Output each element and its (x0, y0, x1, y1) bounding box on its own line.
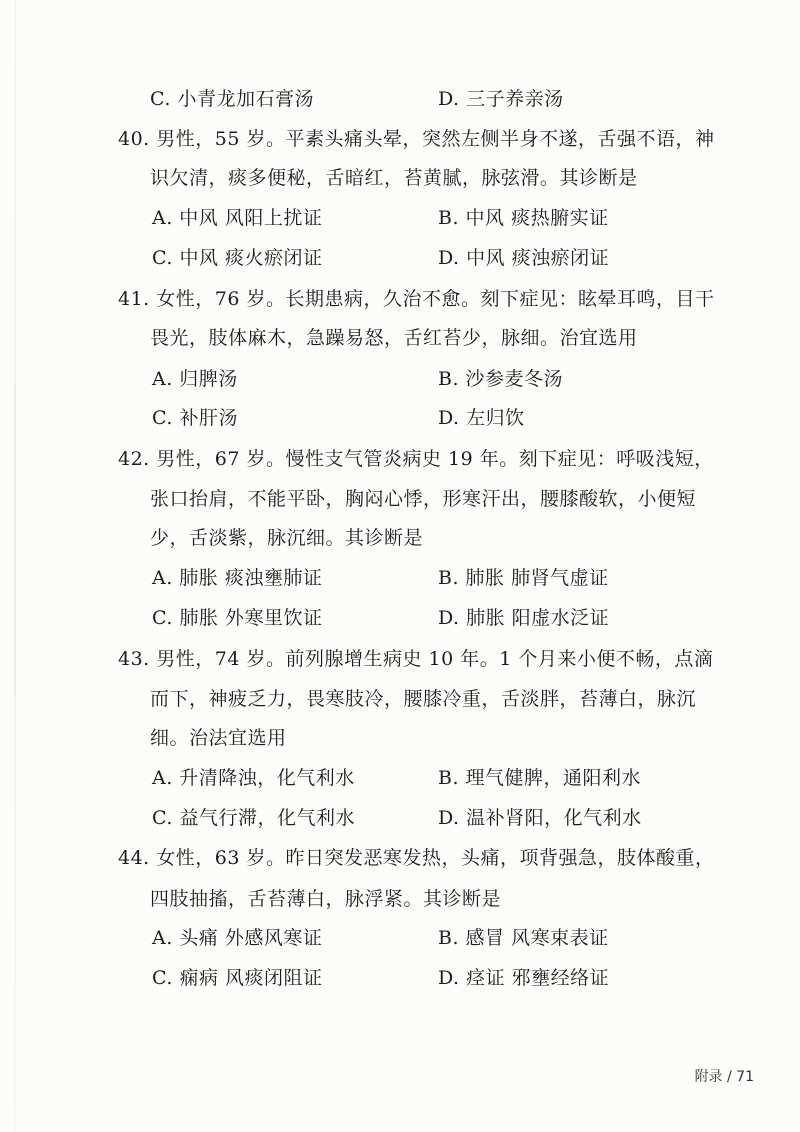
question-41-line-1: 41. 女性，76 岁。长期患病，久治不愈。刻下症见：眩晕耳鸣，目干 (118, 288, 715, 310)
question-43-option-a: A. 升清降浊，化气利水 (152, 767, 355, 789)
question-42-option-c: C. 肺胀 外寒里饮证 (152, 607, 323, 629)
question-40-line-2: 识欠清，痰多便秘，舌暗红，苔黄腻，脉弦滑。其诊断是 (150, 167, 638, 189)
question-44-option-a: A. 头痛 外感风寒证 (152, 927, 323, 949)
question-41-option-d: D. 左归饮 (438, 407, 525, 429)
question-44-option-c: C. 痫病 风痰闭阻证 (152, 967, 323, 989)
question-44-option-d: D. 痉证 邪壅经络证 (438, 967, 610, 989)
question-40-option-a: A. 中风 风阳上扰证 (152, 207, 323, 229)
question-40-line-1: 40. 男性，55 岁。平素头痛头晕，突然左侧半身不遂，舌强不语，神 (118, 128, 715, 150)
question-42-line-3: 少，舌淡紫，脉沉细。其诊断是 (150, 527, 424, 549)
question-41-option-c: C. 补肝汤 (152, 407, 238, 429)
question-42-option-b: B. 肺胀 肺肾气虚证 (438, 567, 609, 589)
question-40-option-d: D. 中风 痰浊瘀闭证 (438, 247, 610, 269)
question-42-line-2: 张口抬肩，不能平卧，胸闷心悸，形寒汗出，腰膝酸软，小便短 (150, 488, 697, 510)
question-43-option-b: B. 理气健脾，通阳利水 (438, 767, 642, 789)
question-44-option-b: B. 感冒 风寒束表证 (438, 927, 609, 949)
question-43-option-d: D. 温补肾阳，化气利水 (438, 807, 642, 829)
question-44-line-1: 44. 女性，63 岁。昨日突发恶寒发热，头痛，项背强急，肢体酸重， (118, 847, 715, 869)
question-40-option-b: B. 中风 痰热腑实证 (438, 207, 609, 229)
prev-option-c: C. 小青龙加石膏汤 (150, 88, 314, 110)
scan-edge-shadow (14, 0, 16, 1132)
question-43-line-3: 细。治法宜选用 (150, 727, 287, 749)
question-42-option-a: A. 肺胀 痰浊壅肺证 (152, 567, 323, 589)
question-40-option-c: C. 中风 痰火瘀闭证 (152, 247, 323, 269)
question-44-line-2: 四肢抽搐，舌苔薄白，脉浮紧。其诊断是 (150, 888, 502, 910)
question-43-option-c: C. 益气行滞，化气利水 (152, 807, 355, 829)
question-43-line-2: 而下，神疲乏力，畏寒肢冷，腰膝冷重，舌淡胖，苔薄白，脉沉 (150, 688, 697, 710)
page-number: 附录 / 71 (694, 1069, 754, 1085)
prev-option-d: D. 三子养亲汤 (438, 88, 564, 110)
question-42-line-1: 42. 男性，67 岁。慢性支气管炎病史 19 年。刻下症见：呼吸浅短， (118, 448, 714, 470)
question-43-line-1: 43. 男性，74 岁。前列腺增生病史 10 年。1 个月来小便不畅，点滴 (118, 648, 714, 670)
question-41-line-2: 畏光，肢体麻木，急躁易怒，舌红苔少，脉细。治宜选用 (150, 327, 638, 349)
question-42-option-d: D. 肺胀 阳虚水泛证 (438, 607, 610, 629)
question-41-option-a: A. 归脾汤 (152, 368, 238, 390)
question-41-option-b: B. 沙参麦冬汤 (438, 368, 564, 390)
